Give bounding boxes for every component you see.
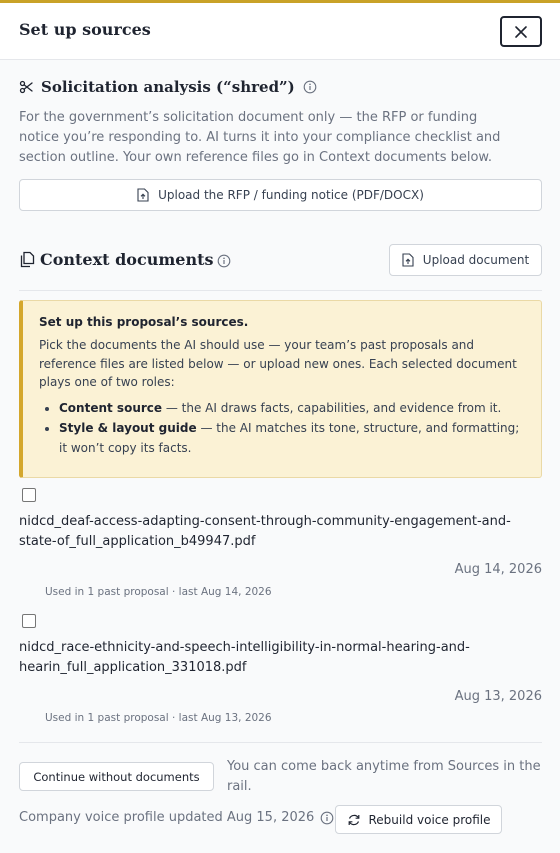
context-info-icon[interactable] bbox=[217, 254, 231, 268]
rebuild-label: Rebuild voice profile bbox=[368, 812, 491, 827]
rebuild-voice-profile-button[interactable] bbox=[335, 805, 502, 834]
upload-document-button[interactable] bbox=[389, 244, 542, 276]
document-checkbox[interactable] bbox=[22, 488, 36, 502]
upload-rfp-label: Upload the RFP / funding notice (PDF/DOCX) bbox=[158, 188, 424, 202]
divider bbox=[19, 742, 542, 743]
close-icon bbox=[514, 25, 528, 39]
role-name: Content source bbox=[59, 400, 163, 415]
dialog-header bbox=[0, 3, 560, 60]
come-back-hint: You can come back anytime from Sources in the rail. bbox=[227, 759, 541, 794]
documents-icon bbox=[19, 251, 36, 268]
roles-list bbox=[39, 398, 525, 458]
shred-section-title bbox=[19, 78, 317, 96]
dialog-title: Set up sources bbox=[19, 20, 151, 39]
voice-info-icon[interactable] bbox=[320, 811, 334, 825]
role-name: Style & layout guide bbox=[59, 420, 197, 435]
voice-status-text: Company voice profile updated Aug 15, 2026 bbox=[19, 810, 315, 825]
continue-without-documents-button[interactable]: Continue without documents bbox=[19, 762, 214, 791]
role-item-style-guide bbox=[59, 418, 525, 458]
upload-document-label: Upload document bbox=[422, 253, 530, 267]
divider bbox=[19, 290, 542, 291]
upload-rfp-button[interactable] bbox=[19, 179, 542, 211]
voice-profile-status bbox=[19, 810, 334, 825]
document-date: Aug 13, 2026 bbox=[454, 689, 542, 704]
scissors-icon bbox=[19, 80, 33, 94]
role-item-content-source bbox=[59, 398, 525, 418]
document-date: Aug 14, 2026 bbox=[454, 562, 542, 577]
close-button[interactable] bbox=[500, 16, 542, 47]
document-name: nidcd_deaf-access-adapting-consent-through-community-engagement-and-state-of_full_application_b49947.pdf bbox=[19, 514, 511, 549]
upload-file-icon bbox=[137, 188, 149, 202]
document-usage: Used in 1 past proposal · last Aug 13, 2026 bbox=[45, 712, 272, 724]
upload-file-icon bbox=[402, 253, 414, 267]
refresh-icon bbox=[347, 813, 361, 827]
shred-info-icon[interactable] bbox=[303, 80, 317, 94]
document-name: nidcd_race-ethnicity-and-speech-intelligibility-in-normal-hearing-and-hearin_full_application_331018.pdf bbox=[19, 640, 470, 675]
shred-description: For the government’s solicitation document only — the RFP or funding notice you’re responding to. AI turns it into your compliance checklist and section outline. Your own reference files go in Context documents below. bbox=[19, 110, 501, 165]
shred-title-text: Solicitation analysis (“shred”) bbox=[41, 78, 295, 96]
context-title-text: Context documents bbox=[40, 250, 214, 269]
document-checkbox[interactable] bbox=[22, 614, 36, 628]
role-desc: — the AI draws facts, capabilities, and evidence from it. bbox=[162, 400, 502, 415]
notice-title: Set up this proposal’s sources. bbox=[39, 315, 249, 329]
context-section-title bbox=[19, 250, 231, 269]
sources-notice bbox=[19, 300, 542, 478]
document-usage: Used in 1 past proposal · last Aug 14, 2026 bbox=[45, 586, 272, 598]
notice-text: Pick the documents the AI should use — your team’s past proposals and reference files are listed below — or upload new ones. Each selected document plays one of two roles: bbox=[39, 338, 517, 389]
role-desc: — the AI matches its tone, structure, and formatting; it won’t copy its facts. bbox=[59, 420, 520, 455]
